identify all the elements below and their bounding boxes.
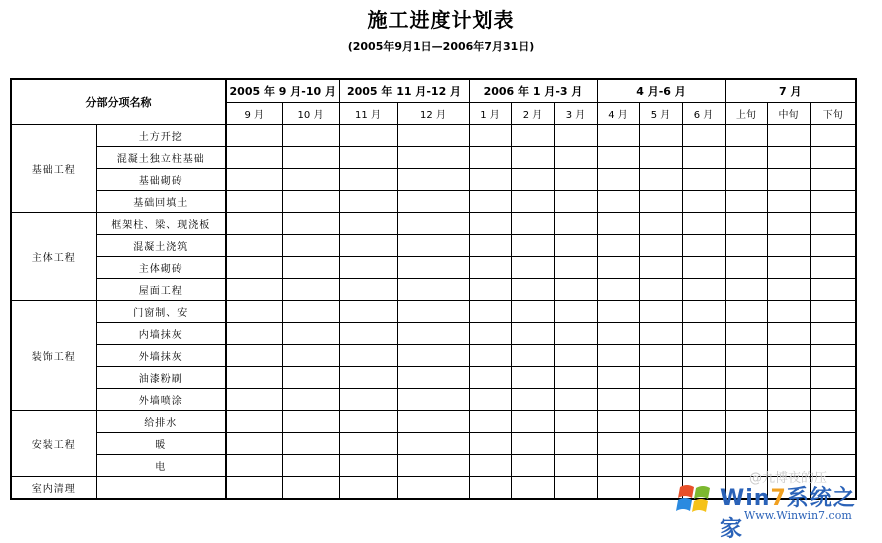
schedule-cell xyxy=(639,367,682,389)
schedule-cell xyxy=(339,191,397,213)
schedule-cell xyxy=(767,257,810,279)
schedule-cell xyxy=(554,301,597,323)
schedule-cell xyxy=(682,345,725,367)
schedule-cell xyxy=(226,455,282,477)
schedule-cell xyxy=(397,455,469,477)
item-cell: 给排水 xyxy=(96,411,226,433)
schedule-cell xyxy=(767,323,810,345)
page-subtitle: (2005年9月1日—2006年7月31日) xyxy=(347,40,535,53)
schedule-cell xyxy=(597,169,639,191)
schedule-cell xyxy=(725,235,767,257)
item-cell: 基础砌砖 xyxy=(96,169,226,191)
schedule-cell xyxy=(554,477,597,500)
schedule-cell xyxy=(767,433,810,455)
category-cell: 安装工程 xyxy=(11,411,96,477)
schedule-cell xyxy=(554,433,597,455)
schedule-cell xyxy=(339,125,397,147)
corner-header: 分部分项名称 xyxy=(11,79,226,125)
schedule-cell xyxy=(282,477,339,500)
schedule-cell xyxy=(282,279,339,301)
schedule-cell xyxy=(226,433,282,455)
schedule-cell xyxy=(639,125,682,147)
schedule-cell xyxy=(597,235,639,257)
item-cell: 油漆粉刷 xyxy=(96,367,226,389)
schedule-cell xyxy=(682,125,725,147)
schedule-cell xyxy=(810,125,856,147)
schedule-cell xyxy=(767,147,810,169)
table-row xyxy=(11,389,856,411)
table-row xyxy=(11,213,856,235)
schedule-cell xyxy=(597,323,639,345)
schedule-cell xyxy=(597,411,639,433)
schedule-cell xyxy=(226,389,282,411)
schedule-cell xyxy=(767,301,810,323)
schedule-cell xyxy=(597,257,639,279)
schedule-cell xyxy=(682,147,725,169)
schedule-cell xyxy=(339,235,397,257)
schedule-cell xyxy=(725,147,767,169)
schedule-cell xyxy=(511,169,554,191)
schedule-cell xyxy=(511,477,554,500)
schedule-cell xyxy=(511,125,554,147)
schedule-cell xyxy=(725,191,767,213)
schedule-cell xyxy=(682,323,725,345)
category-cell: 基础工程 xyxy=(11,125,96,213)
table-row xyxy=(11,367,856,389)
schedule-cell xyxy=(397,389,469,411)
schedule-cell xyxy=(282,301,339,323)
schedule-cell xyxy=(282,213,339,235)
schedule-cell xyxy=(810,213,856,235)
schedule-cell xyxy=(339,455,397,477)
item-cell: 外墙抹灰 xyxy=(96,345,226,367)
schedule-cell xyxy=(282,389,339,411)
schedule-cell xyxy=(767,389,810,411)
item-cell: 混凝土浇筑 xyxy=(96,235,226,257)
schedule-cell xyxy=(554,411,597,433)
schedule-cell xyxy=(469,389,511,411)
schedule-cell xyxy=(767,235,810,257)
item-cell: 屋面工程 xyxy=(96,279,226,301)
schedule-cell xyxy=(767,367,810,389)
schedule-cell xyxy=(226,235,282,257)
schedule-cell xyxy=(682,411,725,433)
schedule-cell xyxy=(767,411,810,433)
schedule-cell xyxy=(554,345,597,367)
schedule-cell xyxy=(810,257,856,279)
schedule-cell xyxy=(682,367,725,389)
schedule-cell xyxy=(469,323,511,345)
month-header: 5 月 xyxy=(639,103,682,125)
schedule-cell xyxy=(682,301,725,323)
month-header: 中旬 xyxy=(767,103,810,125)
schedule-cell xyxy=(397,169,469,191)
schedule-cell xyxy=(682,433,725,455)
schedule-cell xyxy=(339,169,397,191)
schedule-cell xyxy=(639,235,682,257)
schedule-cell xyxy=(597,213,639,235)
month-header: 1 月 xyxy=(469,103,511,125)
schedule-cell xyxy=(511,301,554,323)
schedule-cell xyxy=(226,367,282,389)
schedule-cell xyxy=(282,323,339,345)
item-cell: 土方开挖 xyxy=(96,125,226,147)
schedule-cell xyxy=(511,147,554,169)
item-cell: 外墙喷涂 xyxy=(96,389,226,411)
schedule-cell xyxy=(469,477,511,500)
schedule-cell xyxy=(397,213,469,235)
schedule-cell xyxy=(397,477,469,500)
schedule-cell xyxy=(511,235,554,257)
schedule-cell xyxy=(554,235,597,257)
schedule-cell xyxy=(767,213,810,235)
schedule-cell xyxy=(226,147,282,169)
windows-logo-icon xyxy=(674,477,718,521)
schedule-cell xyxy=(597,389,639,411)
table-row xyxy=(11,323,856,345)
schedule-cell xyxy=(397,345,469,367)
schedule-cell xyxy=(639,257,682,279)
schedule-cell xyxy=(725,389,767,411)
table-row xyxy=(11,147,856,169)
schedule-cell xyxy=(226,213,282,235)
schedule-cell xyxy=(767,191,810,213)
schedule-cell xyxy=(682,279,725,301)
schedule-cell xyxy=(469,301,511,323)
schedule-cell xyxy=(339,389,397,411)
schedule-cell xyxy=(397,301,469,323)
schedule-cell xyxy=(810,301,856,323)
schedule-cell xyxy=(469,455,511,477)
schedule-cell xyxy=(339,477,397,500)
schedule-cell xyxy=(810,433,856,455)
schedule-cell xyxy=(810,323,856,345)
schedule-cell xyxy=(639,323,682,345)
schedule-cell xyxy=(597,301,639,323)
schedule-cell xyxy=(339,411,397,433)
schedule-cell xyxy=(767,125,810,147)
schedule-cell xyxy=(810,235,856,257)
schedule-cell xyxy=(511,411,554,433)
schedule-cell xyxy=(226,257,282,279)
table-row xyxy=(11,345,856,367)
schedule-cell xyxy=(282,257,339,279)
schedule-cell xyxy=(397,191,469,213)
table-row xyxy=(11,191,856,213)
schedule-cell xyxy=(725,367,767,389)
schedule-cell xyxy=(682,235,725,257)
schedule-cell xyxy=(554,147,597,169)
item-cell: 混凝土独立柱基础 xyxy=(96,147,226,169)
schedule-cell xyxy=(226,169,282,191)
schedule-cell xyxy=(282,147,339,169)
schedule-cell xyxy=(282,345,339,367)
month-header: 10 月 xyxy=(282,103,339,125)
schedule-cell xyxy=(511,433,554,455)
schedule-cell xyxy=(226,345,282,367)
schedule-cell xyxy=(511,257,554,279)
month-header: 9 月 xyxy=(226,103,282,125)
item-cell: 框架柱、梁、现浇板 xyxy=(96,213,226,235)
item-cell: 暖 xyxy=(96,433,226,455)
category-cell: 装饰工程 xyxy=(11,301,96,411)
schedule-cell xyxy=(469,125,511,147)
watermark-url: Www.Winwin7.com xyxy=(744,509,852,522)
page-title: 施工进度计划表 xyxy=(367,8,515,32)
schedule-cell xyxy=(725,323,767,345)
schedule-cell xyxy=(639,279,682,301)
schedule-cell xyxy=(554,169,597,191)
schedule-cell xyxy=(682,213,725,235)
schedule-cell xyxy=(339,345,397,367)
schedule-cell xyxy=(226,301,282,323)
schedule-cell xyxy=(339,257,397,279)
schedule-cell xyxy=(469,279,511,301)
schedule-cell xyxy=(282,125,339,147)
schedule-cell xyxy=(639,433,682,455)
schedule-cell xyxy=(554,125,597,147)
schedule-cell xyxy=(511,389,554,411)
schedule-cell xyxy=(511,323,554,345)
table-row xyxy=(11,235,856,257)
schedule-cell xyxy=(469,213,511,235)
period-header: 2005 年 9 月-10 月 xyxy=(226,79,339,103)
schedule-cell xyxy=(767,345,810,367)
category-cell: 室内清理 xyxy=(11,477,96,500)
schedule-cell xyxy=(469,169,511,191)
schedule-cell xyxy=(682,257,725,279)
schedule-cell xyxy=(282,367,339,389)
schedule-cell xyxy=(226,411,282,433)
schedule-cell xyxy=(339,279,397,301)
schedule-cell xyxy=(810,279,856,301)
month-header: 3 月 xyxy=(554,103,597,125)
schedule-cell xyxy=(639,301,682,323)
schedule-cell xyxy=(767,169,810,191)
schedule-cell xyxy=(282,433,339,455)
schedule-cell xyxy=(725,345,767,367)
schedule-cell xyxy=(282,169,339,191)
schedule-cell xyxy=(639,411,682,433)
schedule-cell xyxy=(725,433,767,455)
schedule-cell xyxy=(397,411,469,433)
schedule-cell xyxy=(597,345,639,367)
schedule-cell xyxy=(597,279,639,301)
schedule-cell xyxy=(554,367,597,389)
category-cell: 主体工程 xyxy=(11,213,96,301)
month-header: 下旬 xyxy=(810,103,856,125)
item-cell: 主体砌砖 xyxy=(96,257,226,279)
schedule-cell xyxy=(725,279,767,301)
schedule-cell xyxy=(725,257,767,279)
watermark xyxy=(674,467,874,542)
item-cell: 内墙抹灰 xyxy=(96,323,226,345)
item-cell: 电 xyxy=(96,455,226,477)
schedule-cell xyxy=(397,125,469,147)
schedule-cell xyxy=(554,279,597,301)
schedule-cell xyxy=(725,125,767,147)
item-cell xyxy=(96,477,226,500)
schedule-cell xyxy=(469,257,511,279)
schedule-cell xyxy=(339,367,397,389)
schedule-cell xyxy=(725,411,767,433)
schedule-cell xyxy=(397,279,469,301)
period-header: 7 月 xyxy=(725,79,856,103)
schedule-cell xyxy=(767,279,810,301)
schedule-cell xyxy=(554,213,597,235)
month-header: 6 月 xyxy=(682,103,725,125)
schedule-cell xyxy=(282,455,339,477)
schedule-cell xyxy=(810,367,856,389)
schedule-cell xyxy=(339,213,397,235)
schedule-cell xyxy=(810,389,856,411)
table-row xyxy=(11,301,856,323)
schedule-cell xyxy=(339,301,397,323)
table-row xyxy=(11,411,856,433)
schedule-cell xyxy=(682,389,725,411)
schedule-cell xyxy=(226,125,282,147)
schedule-cell xyxy=(339,147,397,169)
schedule-cell xyxy=(511,345,554,367)
schedule-cell xyxy=(810,169,856,191)
schedule-cell xyxy=(282,235,339,257)
schedule-cell xyxy=(469,411,511,433)
schedule-cell xyxy=(554,323,597,345)
schedule-cell xyxy=(282,191,339,213)
schedule-cell xyxy=(339,323,397,345)
schedule-cell xyxy=(725,169,767,191)
table-row xyxy=(11,433,856,455)
schedule-cell xyxy=(639,169,682,191)
schedule-cell xyxy=(639,147,682,169)
schedule-cell xyxy=(810,411,856,433)
schedule-cell xyxy=(810,147,856,169)
schedule-cell xyxy=(511,191,554,213)
schedule-cell xyxy=(511,213,554,235)
schedule-cell xyxy=(597,433,639,455)
schedule-cell xyxy=(397,323,469,345)
schedule-cell xyxy=(639,213,682,235)
schedule-cell xyxy=(597,367,639,389)
schedule-cell xyxy=(397,433,469,455)
period-header: 2005 年 11 月-12 月 xyxy=(339,79,469,103)
schedule-cell xyxy=(469,191,511,213)
schedule-cell xyxy=(554,389,597,411)
schedule-cell xyxy=(597,147,639,169)
month-header: 4 月 xyxy=(597,103,639,125)
schedule-cell xyxy=(682,169,725,191)
schedule-cell xyxy=(226,477,282,500)
schedule-cell xyxy=(469,367,511,389)
schedule-cell xyxy=(639,191,682,213)
schedule-cell xyxy=(554,191,597,213)
table-row xyxy=(11,125,856,147)
watermark-brand: Win7系统之家 xyxy=(720,486,856,542)
schedule-cell xyxy=(597,191,639,213)
schedule-cell xyxy=(554,257,597,279)
schedule-cell xyxy=(597,125,639,147)
table-row xyxy=(11,279,856,301)
schedule-cell xyxy=(469,433,511,455)
period-header: 4 月-6 月 xyxy=(597,79,725,103)
schedule-cell xyxy=(639,345,682,367)
table-row xyxy=(11,169,856,191)
schedule-cell xyxy=(469,147,511,169)
month-header: 11 月 xyxy=(339,103,397,125)
schedule-cell xyxy=(725,301,767,323)
schedule-cell xyxy=(397,367,469,389)
schedule-cell xyxy=(511,455,554,477)
table-row xyxy=(11,257,856,279)
schedule-table xyxy=(10,78,857,500)
schedule-cell xyxy=(397,147,469,169)
schedule-cell xyxy=(810,191,856,213)
schedule-cell xyxy=(511,279,554,301)
schedule-cell xyxy=(397,257,469,279)
schedule-cell xyxy=(226,191,282,213)
schedule-cell xyxy=(682,191,725,213)
schedule-cell xyxy=(639,389,682,411)
schedule-cell xyxy=(810,345,856,367)
schedule-cell xyxy=(554,455,597,477)
schedule-cell xyxy=(725,213,767,235)
month-header: 上旬 xyxy=(725,103,767,125)
schedule-cell xyxy=(469,235,511,257)
schedule-cell xyxy=(226,323,282,345)
month-header: 2 月 xyxy=(511,103,554,125)
item-cell: 基础回填土 xyxy=(96,191,226,213)
schedule-cell xyxy=(397,235,469,257)
schedule-cell xyxy=(511,367,554,389)
schedule-cell xyxy=(282,411,339,433)
watermark-faint-text: @九博夜的压 xyxy=(749,471,828,486)
schedule-cell xyxy=(339,433,397,455)
month-header: 12 月 xyxy=(397,103,469,125)
schedule-cell xyxy=(597,477,639,500)
schedule-cell xyxy=(226,279,282,301)
schedule-cell xyxy=(597,455,639,477)
period-header: 2006 年 1 月-3 月 xyxy=(469,79,597,103)
item-cell: 门窗制、安 xyxy=(96,301,226,323)
schedule-cell xyxy=(469,345,511,367)
